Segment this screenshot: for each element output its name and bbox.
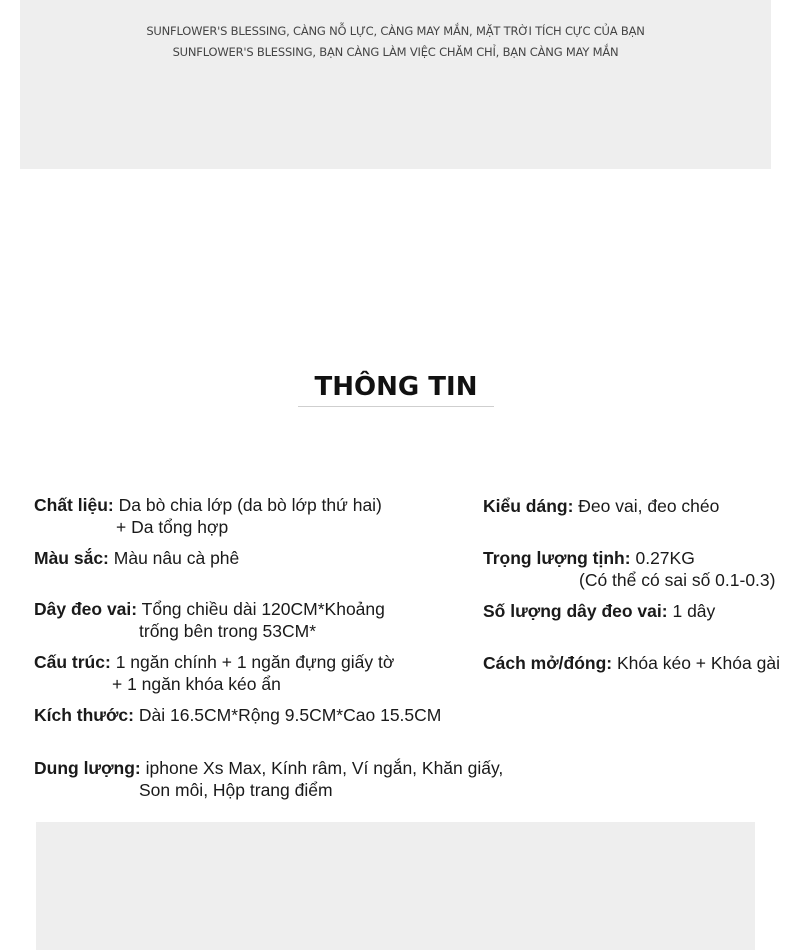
spec-value: 1 dây [672,601,716,621]
spec-weight [483,547,775,591]
spec-label: Kích thước: [34,705,134,725]
spec-label: Cách mở/đóng: [483,653,613,673]
spec-color [34,547,239,569]
spec-label: Trọng lượng tịnh: [483,548,631,568]
spec-value: Tổng chiều dài 120CM*Khoảng [141,599,385,619]
image-placeholder-panel [36,822,755,950]
spec-value: Da bò chia lớp (da bò lớp thứ hai) [118,495,382,515]
spec-size [34,704,441,726]
spec-value: iphone Xs Max, Kính râm, Ví ngắn, Khăn giấy, [145,758,504,778]
slogan-line-1: SUNFLOWER'S BLESSING, CÀNG NỖ LỰC, CÀNG MAY MẮN, MẶT TRỜI TÍCH CỰC CỦA BẠN [146,24,645,38]
banner-panel [20,0,771,169]
spec-value: Màu nâu cà phê [113,548,240,568]
spec-strap-count [483,600,715,622]
spec-capacity [34,757,503,801]
spec-label: Số lượng dây đeo vai: [483,601,668,621]
spec-style [483,495,719,517]
spec-label: Màu sắc: [34,548,109,568]
spec-value-cont: + Da tổng hợp [116,517,229,537]
spec-value: Dài 16.5CM*Rộng 9.5CM*Cao 15.5CM [138,705,442,725]
spec-structure [34,651,394,695]
spec-value: 1 ngăn chính + 1 ngăn đựng giấy tờ [115,652,395,672]
spec-material [34,494,382,538]
spec-value-cont: (Có thể có sai số 0.1-0.3) [579,570,776,590]
spec-label: Dây đeo vai: [34,599,138,619]
spec-value-cont: Son môi, Hộp trang điểm [139,780,333,800]
spec-closure [483,652,780,674]
spec-value: Đeo vai, đeo chéo [578,496,720,516]
section-title: THÔNG TIN [314,372,478,402]
spec-label: Kiểu dáng: [483,496,574,516]
spec-strap [34,598,385,642]
title-underline [298,406,494,407]
spec-label: Dung lượng: [34,758,141,778]
spec-label: Cấu trúc: [34,652,111,672]
spec-label: Chất liệu: [34,495,114,515]
spec-value-cont: + 1 ngăn khóa kéo ẩn [112,674,281,694]
spec-value: Khóa kéo + Khóa gài [616,653,780,673]
spec-value: 0.27KG [635,548,695,568]
spec-value-cont: trống bên trong 53CM* [139,621,317,641]
slogan-line-2: SUNFLOWER'S BLESSING, BẠN CÀNG LÀM VIỆC CHĂM CHỈ, BẠN CÀNG MAY MẮN [172,45,619,59]
